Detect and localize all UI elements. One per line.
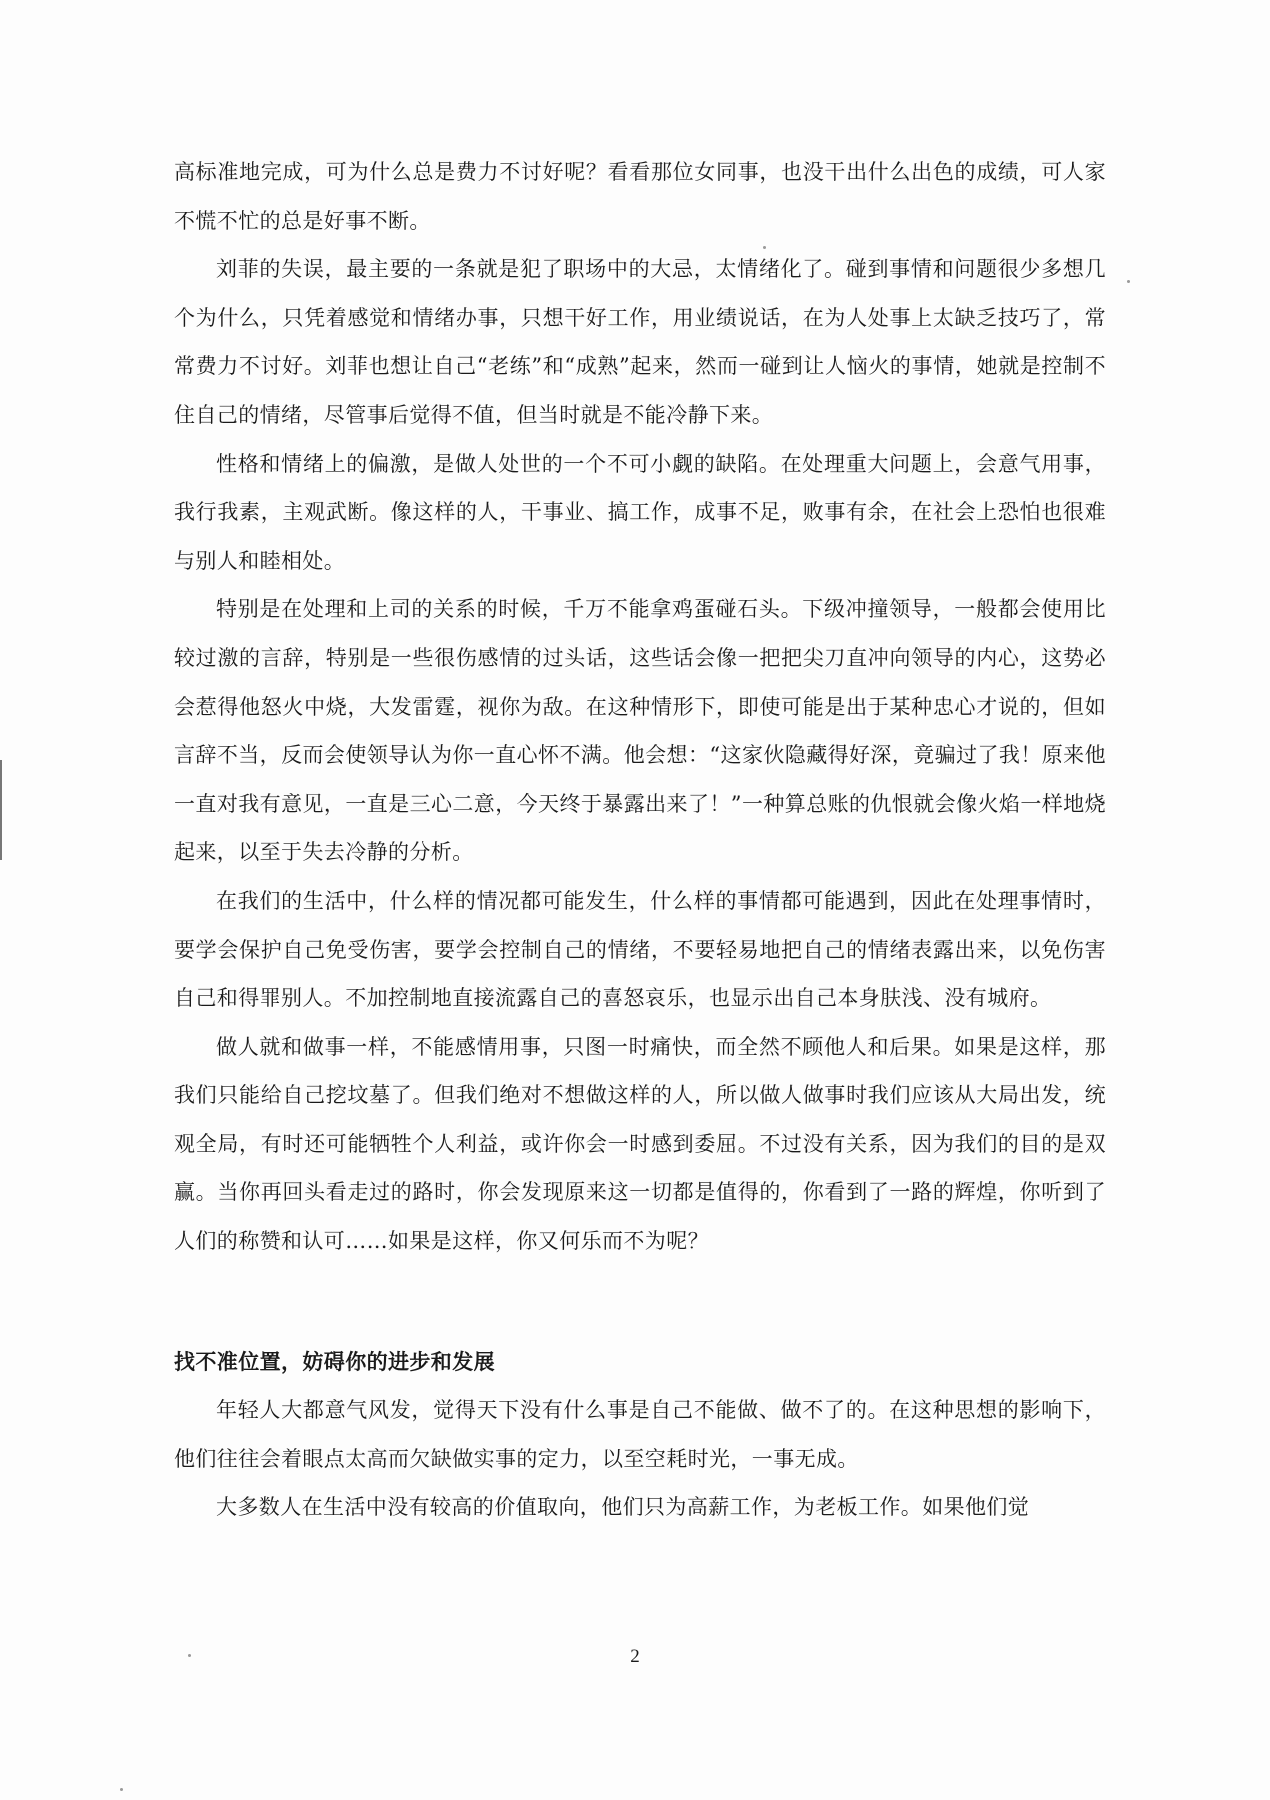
page-number: 2 [630, 1646, 640, 1667]
paragraph: 年轻人大都意气风发，觉得天下没有什么事是自己不能做、做不了的。在这种思想的影响下，他们往往会着眼点太高而欠缺做实事的定力，以至空耗时光，一事无成。 [174, 1398, 1106, 1471]
paragraph: 特别是在处理和上司的关系的时候，千万不能拿鸡蛋碰石头。下级冲撞领导，一般都会使用比较过激的言辞，特别是一些很伤感情的过头话，这些话会像一把把尖刀直冲向领导的内心，这势必会惹得他怒火中烧，大发雷霆，视你为敌。在这种情形下，即使可能是出于某种忠心才说的，但如言辞不当，反而会使领导认为你一直心怀不满。他会想：“这家伙隐藏得好深，竟骗过了我！原来他一直对我有意见，一直是三心二意，今天终于暴露出来了！”一种算总账的仇恨就会像火焰一样地烧起来，以至于失去冷静的分析。 [174, 597, 1106, 865]
document-body [174, 148, 1106, 1532]
paragraph: 做人就和做事一样，不能感情用事，只图一时痛快，而全然不顾他人和后果。如果是这样，那我们只能给自己挖坟墓了。但我们绝对不想做这样的人，所以做人做事时我们应该从大局出发，统观全局，有时还可能牺牲个人利益，或许你会一时感到委屈。不过没有关系，因为我们的目的是双赢。当你再回头看走过的路时，你会发现原来这一切都是值得的，你看到了一路的辉煌，你听到了人们的称赞和认可……如果是这样，你又何乐而不为呢？ [174, 1034, 1106, 1254]
scan-edge-mark [0, 760, 2, 860]
paragraph: 性格和情绪上的偏激，是做人处世的一个不可小觑的缺陷。在处理重大问题上，会意气用事，我行我素，主观武断。像这样的人，干事业、搞工作，成事不足，败事有余，在社会上恐怕也很难与别人和睦相处。 [174, 451, 1106, 573]
paragraph: 高标准地完成，可为什么总是费力不讨好呢？看看那位女同事，也没干出什么出色的成绩，可人家不慌不忙的总是好事不断。 [174, 160, 1106, 233]
paragraph: 大多数人在生活中没有较高的价值取向，他们只为高薪工作，为老板工作。如果他们觉 [216, 1495, 1030, 1520]
scan-speck [120, 1788, 123, 1791]
paragraph: 刘菲的失误，最主要的一条就是犯了职场中的大忌，太情绪化了。碰到事情和问题很少多想几个为什么，只凭着感觉和情绪办事，只想干好工作，用业绩说话，在为人处事上太缺乏技巧了，常常费力不讨好。刘菲也想让自己“老练”和“成熟”起来，然而一碰到让人恼火的事情，她就是控制不住自己的情绪，尽管事后觉得不值，但当时就是不能冷静下来。 [174, 257, 1106, 427]
section-spacer [174, 1266, 1106, 1338]
scan-speck [1127, 280, 1130, 283]
paragraph: 在我们的生活中，什么样的情况都可能发生，什么样的事情都可能遇到，因此在处理事情时，要学会保护自己免受伤害，要学会控制自己的情绪，不要轻易地把自己的情绪表露出来，以免伤害自己和得罪别人。不加控制地直接流露自己的喜怒哀乐，也显示出自己本身肤浅、没有城府。 [174, 888, 1106, 1011]
section-title: 找不准位置，妨碍你的进步和发展 [174, 1348, 495, 1374]
